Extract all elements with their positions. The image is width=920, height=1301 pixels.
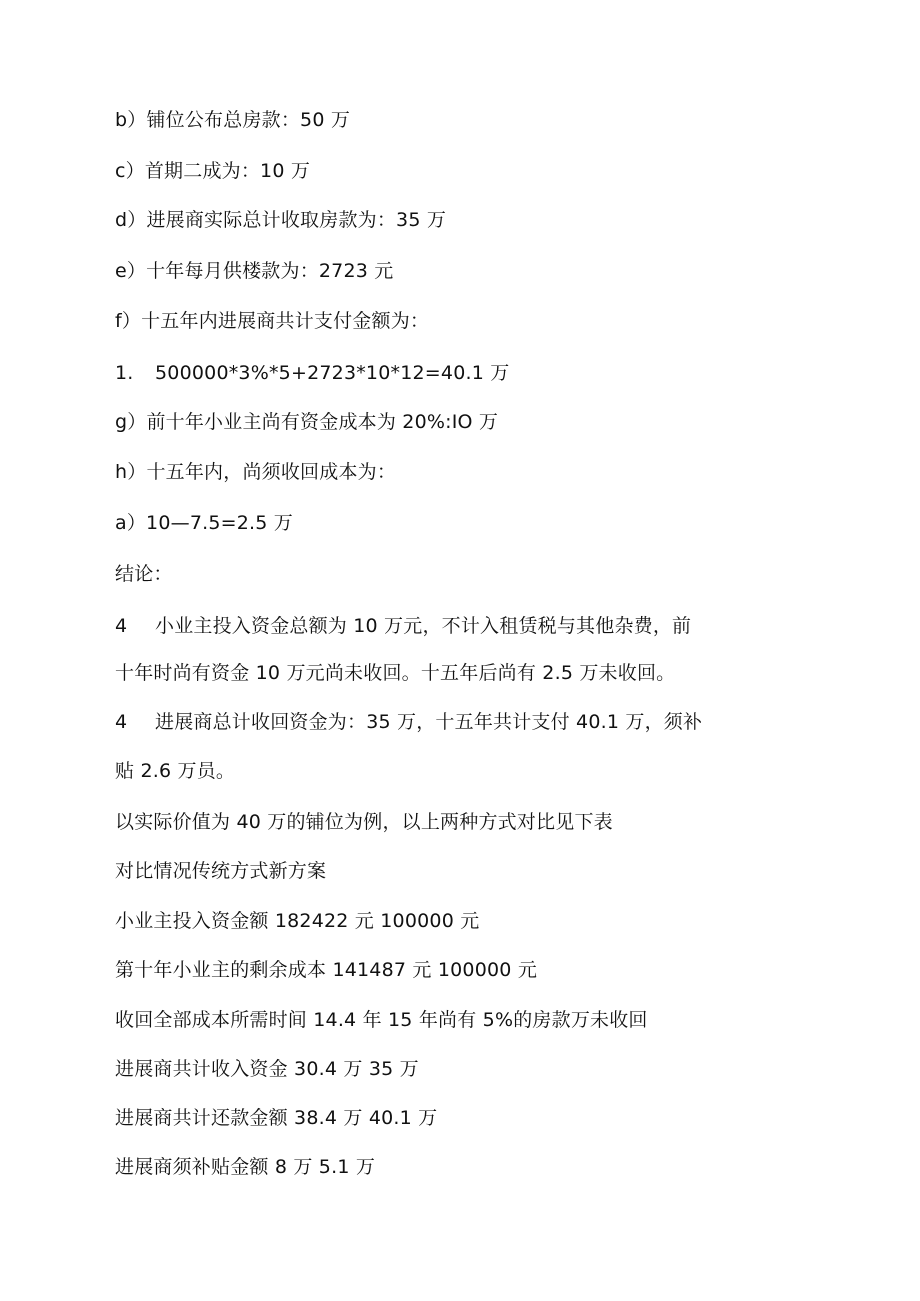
line-text: 结论： xyxy=(115,563,173,585)
line-text: h）十五年内，尚须收回成本为： xyxy=(115,461,397,483)
line-text: 进展商共计收入资金 30.4 万 35 万 xyxy=(115,1058,419,1080)
comparison-header xyxy=(115,859,326,883)
text-line-formula xyxy=(115,361,509,385)
list-marker: 4 xyxy=(115,615,128,637)
text-line-h xyxy=(115,460,396,484)
text-line-d xyxy=(115,208,446,232)
comparison-row-remaining-cost xyxy=(115,958,537,982)
line-text: 进展商共计还款金额 38.4 万 40.1 万 xyxy=(115,1107,438,1129)
text-line-c xyxy=(115,159,310,183)
conclusion-item-1 xyxy=(115,614,691,638)
comparison-row-subsidy xyxy=(115,1155,375,1179)
text-line-e xyxy=(115,259,393,283)
line-text: f）十五年内进展商共计支付金额为： xyxy=(115,310,430,332)
line-text: 以实际价值为 40 万的铺位为例，以上两种方式对比见下表 xyxy=(115,811,613,833)
text-line-b xyxy=(115,108,350,132)
line-text: 小业主投入资金额 182422 元 100000 元 xyxy=(115,910,480,932)
comparison-row-recovery-time xyxy=(115,1008,648,1032)
line-text: 进展商总计收回资金为：35 万，十五年共计支付 40.1 万，须补 xyxy=(155,711,703,733)
line-text: 第十年小业主的剩余成本 141487 元 100000 元 xyxy=(115,959,538,981)
line-text: b）铺位公布总房款：50 万 xyxy=(115,109,351,131)
line-text: d）进展商实际总计收取房款为：35 万 xyxy=(115,209,447,231)
list-marker: 4 xyxy=(115,711,128,733)
line-text: 500000*3%*5+2723*10*12=40.1 万 xyxy=(155,362,510,384)
conclusion-item-2 xyxy=(115,710,702,734)
line-text: 进展商须补贴金额 8 万 5.1 万 xyxy=(115,1156,376,1178)
line-text: 贴 2.6 万员。 xyxy=(115,760,236,782)
conclusion-heading xyxy=(115,562,173,586)
text-line-g xyxy=(115,410,498,434)
conclusion-item-1-cont xyxy=(115,661,675,685)
line-text: 对比情况传统方式新方案 xyxy=(115,860,327,882)
comparison-row-investment xyxy=(115,909,479,933)
comparison-row-income xyxy=(115,1057,419,1081)
text-line-a xyxy=(115,511,293,535)
line-text: 十年时尚有资金 10 万元尚未收回。十五年后尚有 2.5 万未收回。 xyxy=(115,662,676,684)
text-line-f xyxy=(115,309,429,333)
list-marker: 1. xyxy=(115,362,134,384)
line-text: a）10—7.5=2.5 万 xyxy=(115,512,294,534)
line-text: c）首期二成为：10 万 xyxy=(115,160,311,182)
line-text: e）十年每月供楼款为：2723 元 xyxy=(115,260,394,282)
line-text: 小业主投入资金总额为 10 万元，不计入租赁税与其他杂费，前 xyxy=(155,615,692,637)
line-text: g）前十年小业主尚有资金成本为 20%:IO 万 xyxy=(115,411,499,433)
comparison-row-repayment xyxy=(115,1106,437,1130)
conclusion-item-2-cont xyxy=(115,759,235,783)
line-text: 收回全部成本所需时间 14.4 年 15 年尚有 5%的房款万未收回 xyxy=(115,1009,648,1031)
comparison-intro xyxy=(115,810,613,834)
